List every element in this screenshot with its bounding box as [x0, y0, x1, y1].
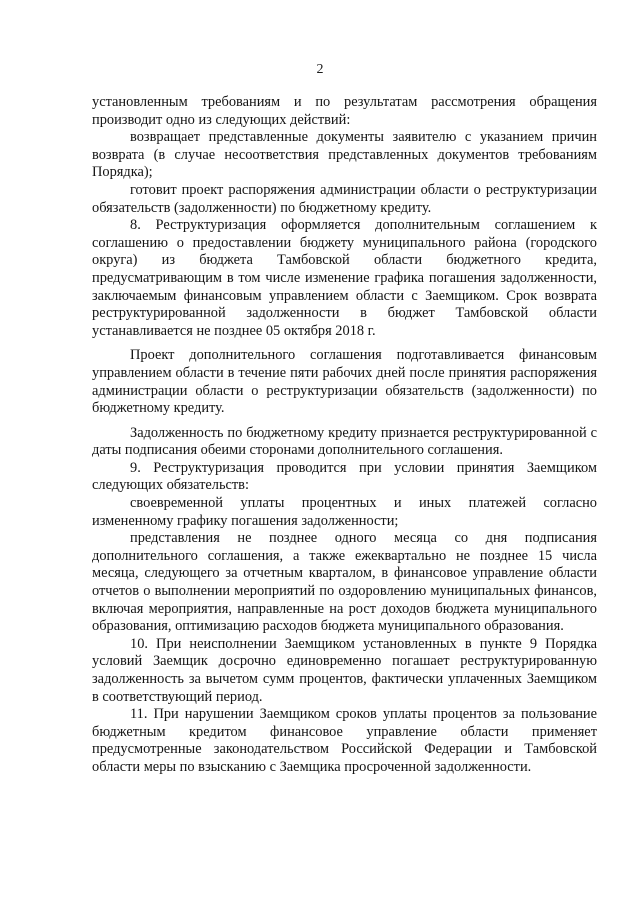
paragraph-clause-9: 9. Реструктуризация проводится при условии принятия Заемщиком следующих обязательств:	[92, 459, 597, 494]
paragraph-clause-8: 8. Реструктуризация оформляется дополнительным соглашением к соглашению о предоставлении бюджету муниципального района (городского округа) из бюджета Тамбовской области бюджетного кредита, предусматривающим в том числе изменение графика погашения задолженности, заключаемым финансовым управлением области с Заемщиком. Срок возврата реструктурированной задолженности в бюджет Тамбовской области устанавливается не позднее 05 октября 2018 г.	[92, 217, 597, 339]
document-body	[92, 94, 597, 777]
page-number: 2	[316, 62, 324, 77]
paragraph-intro-continuation: установленным требованиям и по результатам рассмотрения обращения производит одно из следующих действий:	[92, 94, 597, 128]
paragraph-obligation-reports: представления не позднее одного месяца со дня подписания дополнительного соглашения, а также ежеквартально не позднее 15 числа месяца, следующего за отчетным кварталом, в финансовое управление области отчетов о выполнении мероприятий по оздоровлению муниципальных финансов, включая мероприятия, направленные на рост доходов бюджета муниципального образования, оптимизацию расходов бюджета муниципального образования.	[92, 530, 597, 635]
paragraph-clause-10: 10. При неисполнении Заемщиком установленных в пункте 9 Порядка условий Заемщик досрочно единовременно погашает реструктурированную задолженность за вычетом сумм процентов, фактически уплаченных Заемщиком в соответствующий период.	[92, 635, 597, 705]
paragraph-action-return: возвращает представленные документы заявителю с указанием причин возврата (в случае несоответствия представленных документов требованиям Порядка);	[92, 129, 597, 181]
paragraph-draft-agreement: Проект дополнительного соглашения подготавливается финансовым управлением области в течение пяти рабочих дней после принятия распоряжения администрации области о реструктуризации обязательств (задолженности) по бюджетному кредиту.	[92, 347, 597, 417]
paragraph-clause-11: 11. При нарушении Заемщиком сроков уплаты процентов за пользование бюджетным кредитом финансовое управление области применяет предусмотренные законодательством Российской Федерации и Тамбовской области меры по взысканию с Заемщика просроченной задолженности.	[92, 706, 597, 775]
paragraph-action-prepare: готовит проект распоряжения администрации области о реструктуризации обязательств (задолженности) по бюджетному кредиту.	[92, 181, 597, 216]
paragraph-debt-restructured: Задолженность по бюджетному кредиту признается реструктурированной с даты подписания обеими сторонами дополнительного соглашения.	[92, 424, 597, 459]
paragraph-obligation-payment: своевременной уплаты процентных и иных платежей согласно измененному графику погашения задолженности;	[92, 495, 597, 529]
